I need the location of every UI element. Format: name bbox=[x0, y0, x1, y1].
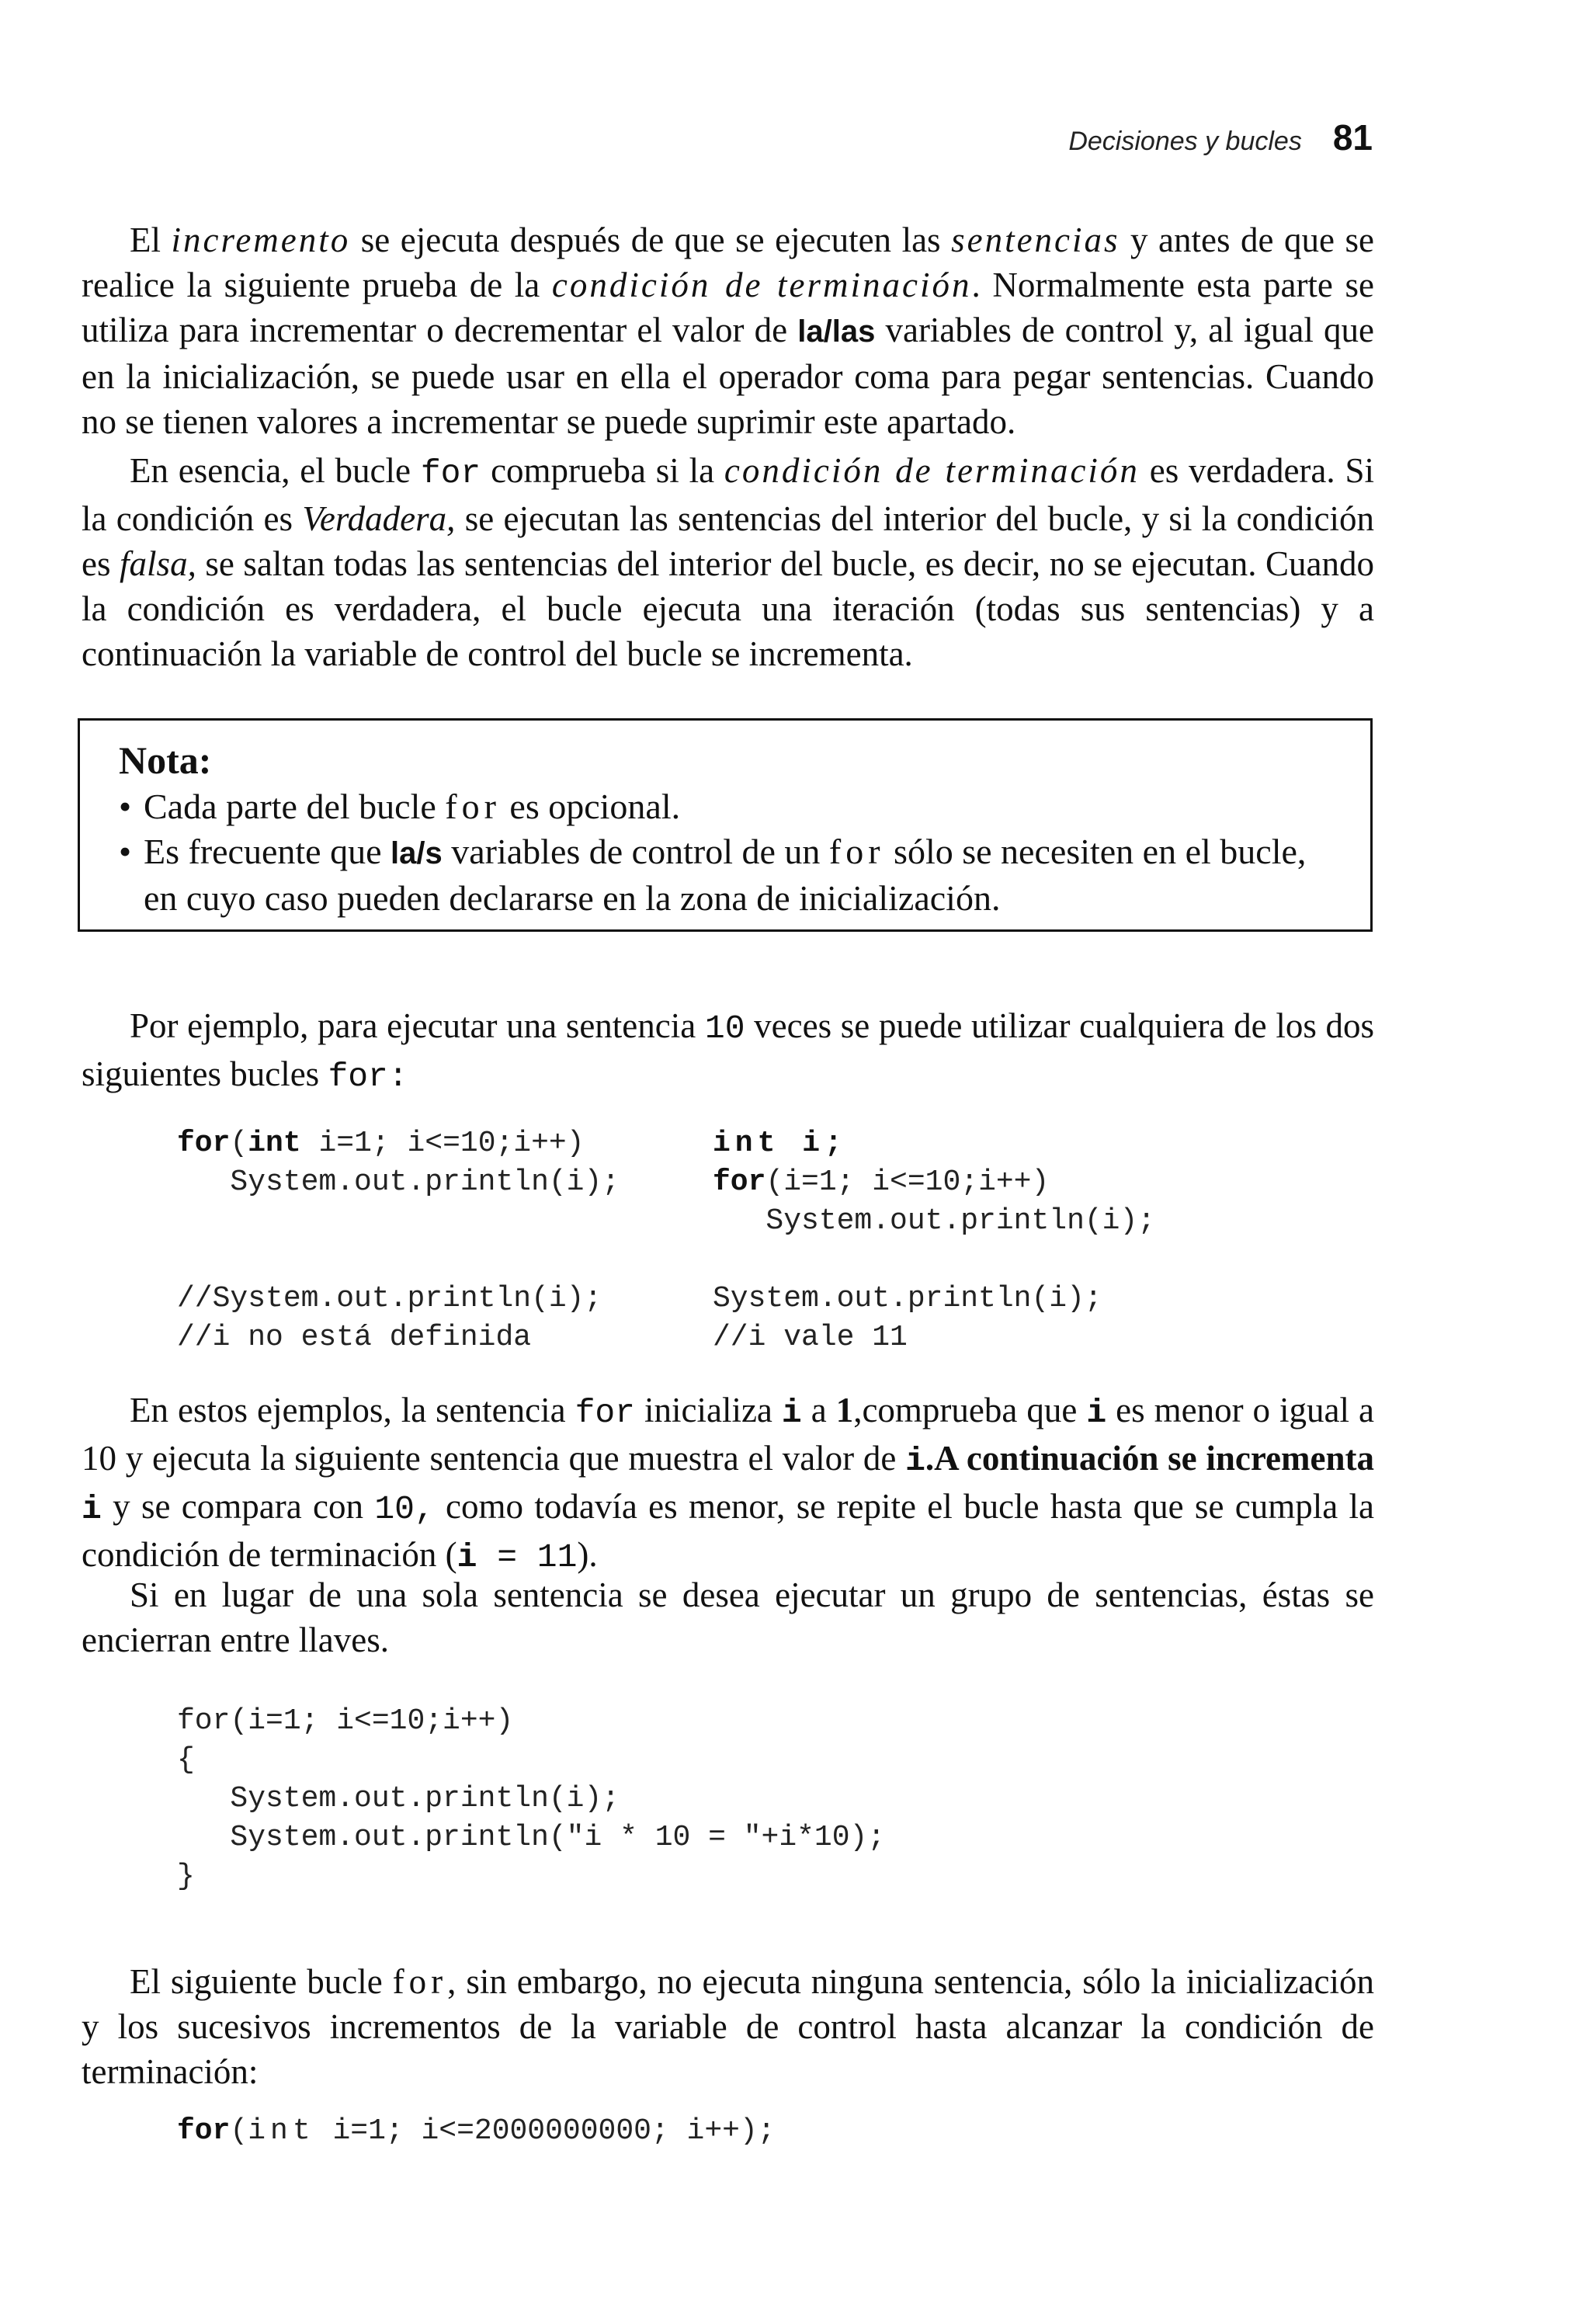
code-text: ( bbox=[230, 2114, 248, 2148]
code-line: int i; bbox=[713, 1127, 847, 1160]
text: inicializa bbox=[635, 1391, 782, 1429]
text: El bbox=[130, 221, 172, 259]
code-example-left bbox=[177, 1124, 620, 1357]
section-title: Decisiones y bucles bbox=[1068, 127, 1302, 156]
term-sentences: sentencias bbox=[951, 221, 1120, 259]
code-line: System.out.println(i); bbox=[713, 1282, 1102, 1315]
keyword-int: int bbox=[248, 1127, 301, 1160]
keyword-int: int bbox=[248, 2114, 315, 2148]
text: es verdadera. Si la condición es bbox=[82, 451, 1374, 538]
code-eq-11: = 11 bbox=[477, 1538, 578, 1576]
paragraph-braces bbox=[82, 1572, 1374, 1662]
code-for: for bbox=[392, 1962, 448, 2001]
code-line: for(i=1; i<=10;i++) bbox=[177, 1704, 514, 1738]
text: ). bbox=[577, 1535, 598, 1574]
code-line: System.out.println(i); bbox=[177, 1165, 620, 1199]
text: es opcional. bbox=[500, 787, 681, 826]
term-false: falsa, bbox=[120, 544, 196, 583]
code-block-braces bbox=[177, 1702, 885, 1896]
paragraph-explanation bbox=[82, 1388, 1374, 1580]
code-line: System.out.println("i * 10 = "+i*10); bbox=[177, 1821, 886, 1854]
note-bullet-1 bbox=[119, 784, 1339, 829]
code-1: 1 bbox=[835, 1391, 854, 1429]
note-box bbox=[78, 718, 1373, 932]
paragraph-empty-loop bbox=[82, 1959, 1374, 2094]
text: y se compara con bbox=[101, 1487, 375, 1526]
text: y antes de que se realice la siguiente prueba de la bbox=[82, 221, 1374, 304]
paragraph-increment bbox=[82, 217, 1374, 444]
paragraph-for-check bbox=[82, 448, 1374, 676]
text: veces se puede utilizar cualquiera de los dos siguientes bucles bbox=[82, 1006, 1375, 1093]
text: como todavía es menor, se repite el bucle hasta que se cumpla la condición de terminación ( bbox=[82, 1487, 1374, 1574]
text: Es frecuente que bbox=[144, 832, 391, 871]
text: En esencia, el bucle bbox=[130, 451, 421, 490]
code-for: for: bbox=[328, 1058, 408, 1096]
code-10: 10, bbox=[374, 1490, 435, 1528]
text: Por ejemplo, para ejecutar una sentencia bbox=[130, 1006, 705, 1045]
paragraph-example bbox=[82, 1003, 1374, 1099]
text: sólo se necesiten en el bucle, en cuyo caso pueden declararse en la zona de inicialización. bbox=[144, 832, 1307, 918]
text: .A continuación se incrementa bbox=[925, 1439, 1374, 1478]
text: Si en lugar de una sola sentencia se desea ejecutar un grupo de sentencias, éstas se encierran entre llaves. bbox=[82, 1575, 1374, 1659]
page-number: 81 bbox=[1332, 117, 1373, 158]
text: variables de control de un bbox=[442, 832, 829, 871]
text: se ejecuta después de que se ejecuten las bbox=[350, 221, 952, 259]
keyword-for: for bbox=[713, 1165, 766, 1199]
code-i: i bbox=[905, 1442, 925, 1480]
code-line: System.out.println(i); bbox=[713, 1204, 1156, 1238]
code-text: i=1; i<=10;i++) bbox=[300, 1127, 585, 1160]
code-line: } bbox=[177, 1860, 195, 1893]
code-i: i bbox=[457, 1538, 477, 1576]
text: ,comprueba que bbox=[853, 1391, 1087, 1429]
text: . Normalmente esta parte se utiliza para incrementar o decrementar el valor de bbox=[82, 266, 1375, 349]
text: Cada parte del bucle bbox=[144, 787, 446, 826]
text: , sin embargo, no ejecuta ninguna sentencia, sólo la inicialización y los sucesivos incrementos de la variable de control hasta alcanzar la condición de terminación: bbox=[82, 1962, 1374, 2091]
text: El siguiente bucle bbox=[130, 1962, 393, 2001]
text: se ejecutan las sentencias del interior del bucle, y si la condición es bbox=[82, 499, 1374, 583]
term-la-s: la/s bbox=[391, 836, 443, 870]
term-true: Verdadera, bbox=[302, 499, 456, 538]
code-empty-loop bbox=[177, 2112, 776, 2151]
code-text: (i=1; i<=10;i++) bbox=[765, 1165, 1050, 1199]
term-condition: condición de terminación bbox=[551, 266, 972, 304]
code-for: for bbox=[420, 454, 481, 492]
text: a bbox=[801, 1391, 836, 1429]
note-title: Nota: bbox=[119, 738, 212, 782]
code-i: i bbox=[82, 1490, 102, 1528]
code-i: i bbox=[781, 1394, 802, 1432]
note-bullet-2 bbox=[119, 829, 1339, 921]
code-for: for bbox=[445, 787, 501, 826]
code-text: i=1; i<=2000000000; i++); bbox=[314, 2114, 776, 2148]
code-line: { bbox=[177, 1743, 195, 1777]
code-line: System.out.println(i); bbox=[177, 1782, 620, 1815]
term-la-las: la/las bbox=[797, 314, 876, 349]
bullet-icon: • bbox=[119, 832, 132, 871]
code-line: //System.out.println(i); bbox=[177, 1282, 602, 1315]
page-header bbox=[1068, 116, 1373, 158]
term-condition: condición de terminación bbox=[724, 451, 1140, 490]
code-line: //i vale 11 bbox=[713, 1321, 908, 1354]
text: comprueba si la bbox=[481, 451, 724, 490]
keyword-for: for bbox=[177, 2114, 231, 2148]
term-increment: incremento bbox=[171, 221, 351, 259]
code-for: for bbox=[575, 1394, 635, 1432]
code-text: ( bbox=[230, 1127, 248, 1160]
text: En estos ejemplos, la sentencia bbox=[130, 1391, 575, 1429]
code-10: 10 bbox=[82, 1439, 116, 1478]
code-10: 10 bbox=[704, 1009, 745, 1047]
code-i: i bbox=[1086, 1394, 1107, 1432]
text: es menor o igual a bbox=[1106, 1391, 1374, 1429]
text: se saltan todas las sentencias del interior del bucle, es decir, no se ejecutan. Cuando la condición es verdadera, el bucle ejecuta una iteración (todas sus sentencias) y a continuación la variable de control del bucle se incrementa. bbox=[82, 544, 1374, 673]
keyword-for: for bbox=[177, 1127, 231, 1160]
text: variables de control y, al igual que en la inicialización, se puede usar en ella el operador coma para pegar sentencias. Cuando no se tienen valores a incrementar se puede suprimir este apartado. bbox=[82, 311, 1374, 441]
text: y ejecuta la siguiente sentencia que muestra el valor de bbox=[116, 1439, 906, 1478]
code-example-right bbox=[713, 1124, 1155, 1357]
bullet-icon: • bbox=[119, 787, 132, 826]
code-line: //i no está definida bbox=[177, 1321, 532, 1354]
code-for: for bbox=[828, 832, 885, 871]
